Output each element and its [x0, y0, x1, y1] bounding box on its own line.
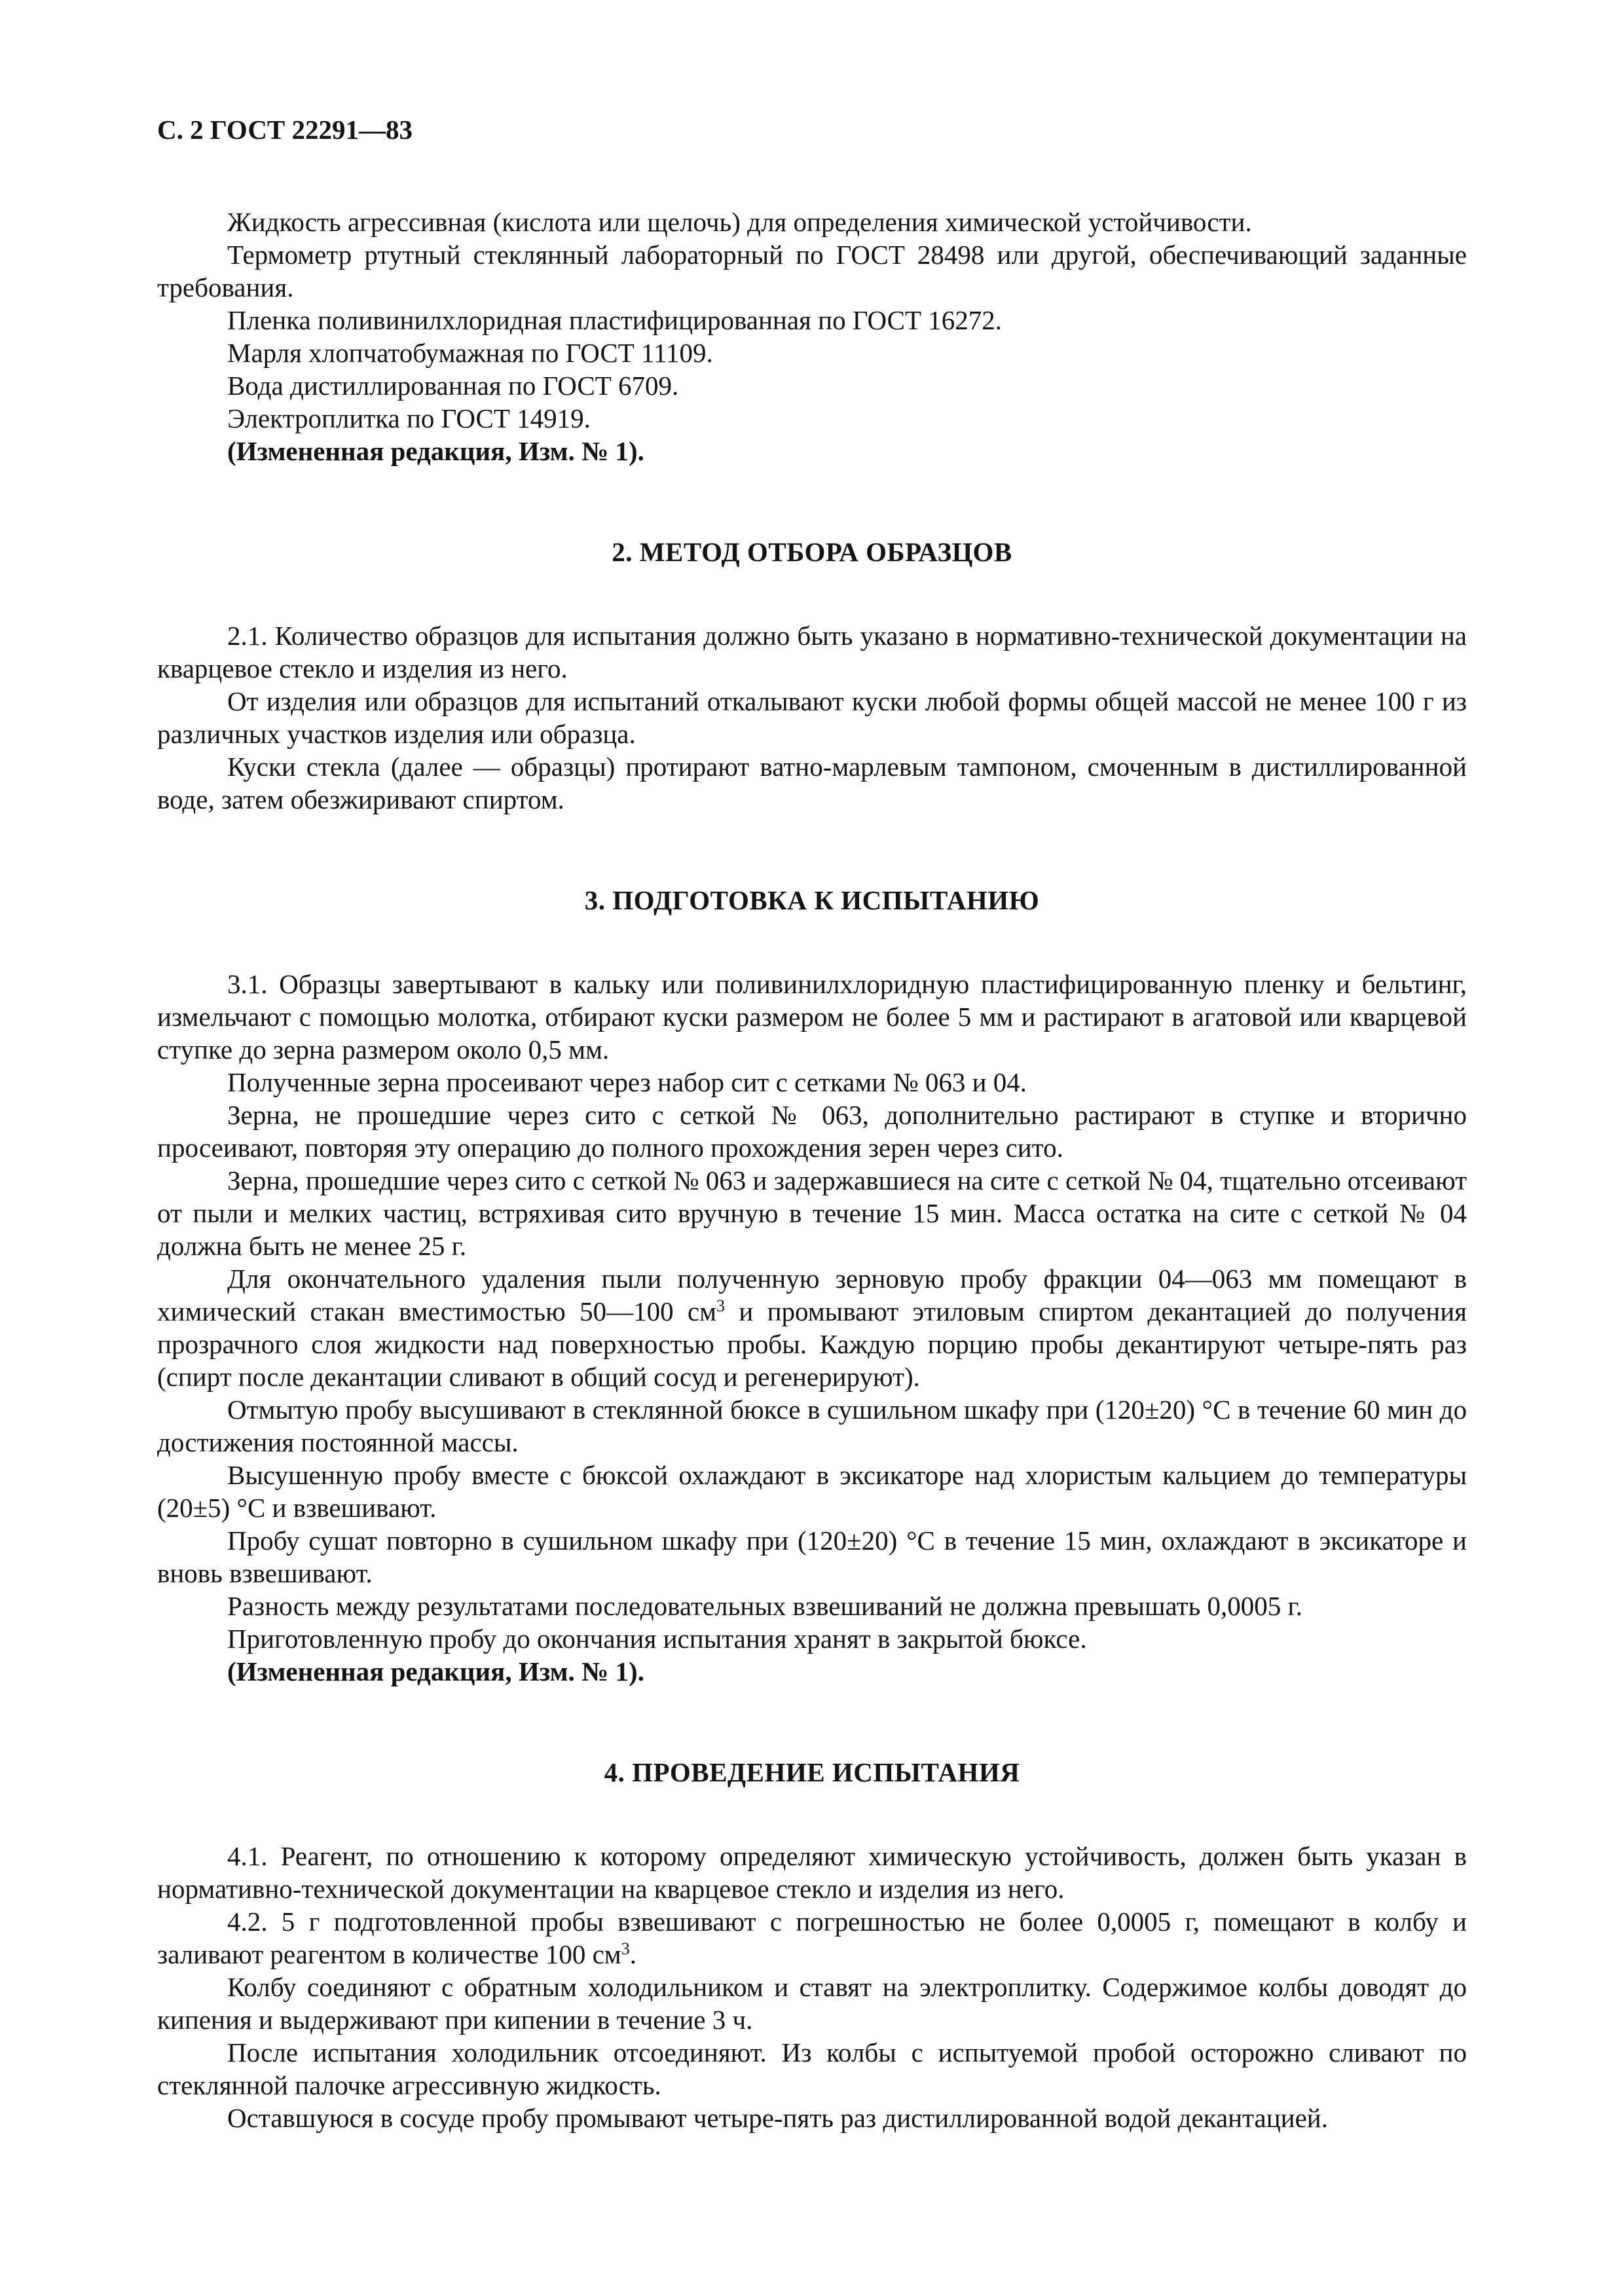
- section-4-body: [157, 1840, 1467, 2134]
- paragraph: Приготовленную пробу до окончания испытания хранят в закрытой бюксе.: [227, 1624, 1087, 1654]
- intro-item: Термометр ртутный стеклянный лабораторный по ГОСТ 28498 или другой, обеспечивающий заданные требования.: [157, 240, 1467, 302]
- paragraph: Пробу сушат повторно в сушильном шкафу при (120±20) °С в течение 15 мин, охлаждают в эксикаторе и вновь взвешивают.: [157, 1525, 1467, 1588]
- paragraph: [157, 1905, 1467, 1971]
- section-4-title: 4. ПРОВЕДЕНИЕ ИСПЫТАНИЯ: [604, 1757, 1020, 1787]
- intro-list: [157, 206, 1467, 467]
- superscript: 3: [621, 1939, 630, 1958]
- intro-item: Марля хлопчатобумажная по ГОСТ 11109.: [227, 338, 713, 368]
- paragraph: Куски стекла (далее — образцы) протирают ватно-марлевым тампоном, смоченным в дистиллированной воде, затем обезжиривают спиртом.: [157, 752, 1467, 814]
- page-header: С. 2 ГОСТ 22291—83: [157, 115, 413, 145]
- text-run: и промывают этиловым спиртом декантацией до получения прозрачного слоя жидкости над поверхностью пробы. Каждую порцию пробы декантируют четыре-пять раз (спирт после декантации сливают в общий сосуд и регенерируют).: [157, 1296, 1467, 1392]
- paragraph: Полученные зерна просеивают через набор сит с сетками № 063 и 04.: [227, 1067, 1027, 1097]
- text-run: .: [629, 1939, 637, 1969]
- section-2-body: [157, 619, 1467, 816]
- paragraph: 2.1. Количество образцов для испытания должно быть указано в нормативно-технической документации на кварцевое стекло и изделия из него.: [157, 621, 1467, 683]
- intro-item: Вода дистиллированная по ГОСТ 6709.: [227, 371, 679, 401]
- intro-item: Пленка поливинилхлоридная пластифицированная по ГОСТ 16272.: [227, 305, 1003, 335]
- paragraph: [157, 1262, 1467, 1393]
- section-2-title: 2. МЕТОД ОТБОРА ОБРАЗЦОВ: [612, 537, 1012, 567]
- paragraph: Зерна, прошедшие через сито с сеткой № 063 и задержавшиеся на сите с сеткой № 04, тщательно отсеивают от пыли и мелких частиц, встряхивая сито вручную в течение 15 мин. Масса остатка на сите с сеткой № 04 должна быть не менее 25 г.: [157, 1165, 1467, 1261]
- paragraph: Зерна, не прошедшие через сито с сеткой № 063, дополнительно растирают в ступке и вторично просеивают, повторяя эту операцию до полного прохождения зерен через сито.: [157, 1100, 1467, 1163]
- amendment-note: (Измененная редакция, Изм. № 1).: [227, 436, 644, 466]
- amendment-note: (Измененная редакция, Изм. № 1).: [227, 1656, 644, 1686]
- paragraph: Разность между результатами последовательных взвешиваний не должна превышать 0,0005 г.: [227, 1591, 1302, 1621]
- paragraph: Высушенную пробу вместе с бюксой охлаждают в эксикаторе над хлористым кальцием до температуры (20±5) °С и взвешивают.: [157, 1460, 1467, 1523]
- paragraph: 4.1. Реагент, по отношению к которому определяют химическую устойчивость, должен быть указан в нормативно-технической документации на кварцевое стекло и изделия из него.: [157, 1841, 1467, 1904]
- text-run: Для окончательного удаления пыли полученную зерновую пробу фракции 04—063 мм помещают в химический стакан вместимостью 50—100 см: [157, 1264, 1467, 1326]
- document-page: [157, 111, 1467, 2134]
- paragraph: 3.1. Образцы завертывают в кальку или поливинилхлоридную пластифицированную пленку и бельтинг, измельчают с помощью молотка, отбирают куски размером не более 5 мм и растирают в агатовой или кварцевой ступке до зерна размером около 0,5 мм.: [157, 969, 1467, 1065]
- section-3-body: [157, 968, 1467, 1688]
- superscript: 3: [716, 1296, 726, 1315]
- text-run: 4.2. 5 г подготовленной пробы взвешивают с погрешностью не более 0,0005 г, помещают в колбу и заливают реагентом в количестве 100 см: [157, 1906, 1467, 1969]
- paragraph: От изделия или образцов для испытаний откалывают куски любой формы общей массой не менее 100 г из различных участков изделия или образца.: [157, 686, 1467, 749]
- paragraph: Отмытую пробу высушивают в стеклянной бюксе в сушильном шкафу при (120±20) °С в течение 60 мин до достижения постоянной массы.: [157, 1394, 1467, 1457]
- intro-item: Электроплитка по ГОСТ 14919.: [227, 403, 591, 433]
- paragraph: Колбу соединяют с обратным холодильником и ставят на электроплитку. Содержимое колбы доводят до кипения и выдерживают при кипении в течение 3 ч.: [157, 1972, 1467, 2035]
- paragraph: Оставшуюся в сосуде пробу промывают четыре-пять раз дистиллированной водой декантацией.: [227, 2103, 1328, 2133]
- section-3-title: 3. ПОДГОТОВКА К ИСПЫТАНИЮ: [584, 885, 1040, 915]
- intro-item: Жидкость агрессивная (кислота или щелочь) для определения химической устойчивости.: [227, 207, 1252, 237]
- paragraph: После испытания холодильник отсоединяют. Из колбы с испытуемой пробой осторожно сливают по стеклянной палочке агрессивную жидкость.: [157, 2037, 1467, 2100]
